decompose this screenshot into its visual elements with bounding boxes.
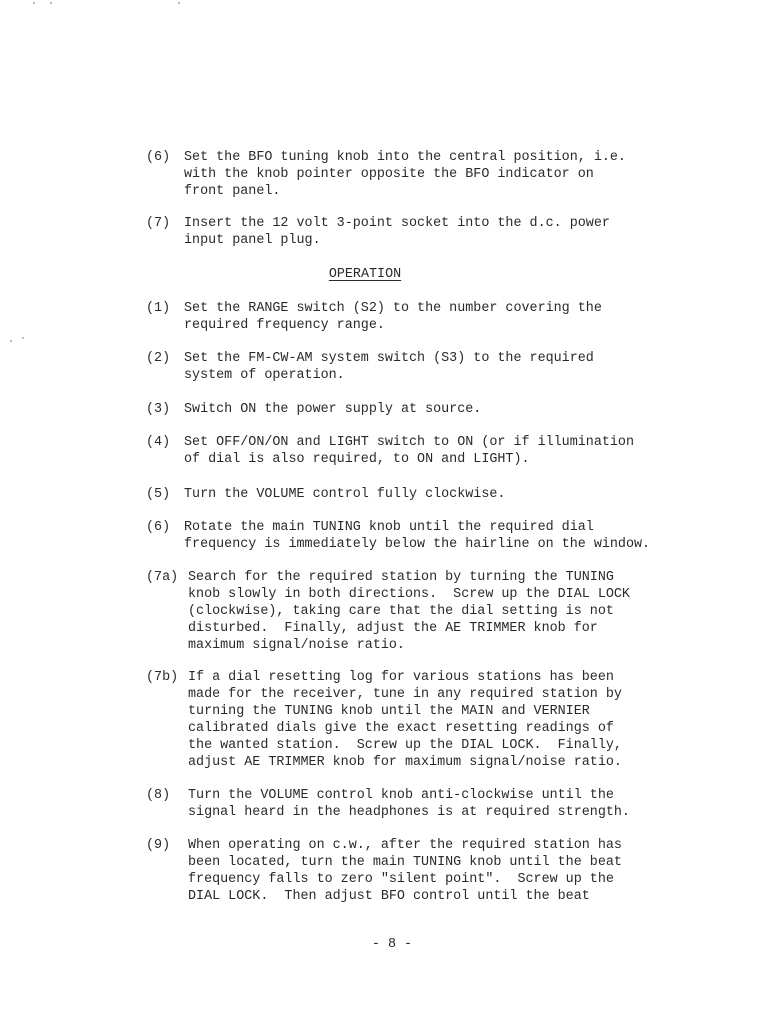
step-number: (9) xyxy=(146,838,171,853)
step-text xyxy=(188,787,630,821)
step-text xyxy=(184,434,634,468)
page-number: - 8 - xyxy=(371,937,413,952)
step-line: system of operation. xyxy=(184,368,345,383)
scan-speck xyxy=(50,2,52,4)
section-heading xyxy=(0,266,730,283)
step-number: (7b) xyxy=(146,670,179,685)
step-number: (6) xyxy=(146,520,171,535)
step-number: (6) xyxy=(146,150,171,165)
step-line: maximum signal/noise ratio. xyxy=(188,638,405,653)
step-line: (clockwise), taking care that the dial setting is not xyxy=(188,604,614,619)
step-number: (8) xyxy=(146,788,171,803)
step-line: required frequency range. xyxy=(184,318,385,333)
step-text xyxy=(184,215,610,249)
operation-step-6 xyxy=(146,519,650,553)
step-text xyxy=(184,486,505,503)
step-text xyxy=(188,569,630,654)
step-number: (3) xyxy=(146,402,171,417)
scan-speck xyxy=(178,2,180,4)
step-line: frequency falls to zero "silent point". Screw up the xyxy=(188,872,614,887)
step-text xyxy=(188,669,622,771)
step-line: Turn the VOLUME control fully clockwise. xyxy=(184,487,506,502)
step-number: (5) xyxy=(146,487,171,502)
operation-step-5 xyxy=(146,486,505,503)
step-number: (7a) xyxy=(146,570,179,585)
step-line: Switch ON the power supply at source. xyxy=(184,402,482,417)
step-line: adjust AE TRIMMER knob for maximum signal/noise ratio. xyxy=(188,755,622,770)
step-number: (7) xyxy=(146,216,171,231)
step-line: Set OFF/ON/ON and LIGHT switch to ON (or if illumination xyxy=(184,435,634,450)
step-number: (4) xyxy=(146,435,171,450)
step-line: When operating on c.w., after the required station has xyxy=(188,838,622,853)
step-line: frequency is immediately below the hairline on the window. xyxy=(184,537,651,552)
step-line: Set the FM-CW-AM system switch (S3) to the required xyxy=(184,351,594,366)
step-line: Turn the VOLUME control knob anti-clockwise until the xyxy=(188,788,614,803)
operation-step-8 xyxy=(146,787,630,821)
scan-speck xyxy=(10,340,12,342)
step-line: with the knob pointer opposite the BFO indicator on xyxy=(184,167,594,182)
step-line: Set the RANGE switch (S2) to the number covering the xyxy=(184,301,602,316)
step-number: (1) xyxy=(146,301,171,316)
step-line: DIAL LOCK. Then adjust BFO control until the beat xyxy=(188,889,590,904)
step-line: Rotate the main TUNING knob until the required dial xyxy=(184,520,594,535)
operation-step-4 xyxy=(146,434,634,468)
step-text xyxy=(184,350,594,384)
scan-speck xyxy=(22,337,24,339)
scan-speck xyxy=(33,2,35,4)
operation-heading: OPERATION xyxy=(328,267,402,282)
step-line: front panel. xyxy=(184,184,281,199)
step-line: signal heard in the headphones is at required strength. xyxy=(188,805,630,820)
step-line: made for the receiver, tune in any required station by xyxy=(188,687,622,702)
operation-step-7b xyxy=(146,669,622,771)
step-text xyxy=(184,519,650,553)
step-number: (2) xyxy=(146,351,171,366)
step-line: input panel plug. xyxy=(184,233,321,248)
step-text xyxy=(184,300,602,334)
step-line: disturbed. Finally, adjust the AE TRIMMER knob for xyxy=(188,621,598,636)
prelude-step-7 xyxy=(146,215,610,249)
step-line: been located, turn the main TUNING knob until the beat xyxy=(188,855,622,870)
step-line: turning the TUNING knob until the MAIN and VERNIER xyxy=(188,704,590,719)
operation-step-3 xyxy=(146,401,481,418)
step-line: Set the BFO tuning knob into the central position, i.e. xyxy=(184,150,626,165)
operation-step-2 xyxy=(146,350,594,384)
prelude-step-6 xyxy=(146,149,626,200)
step-line: calibrated dials give the exact resetting readings of xyxy=(188,721,614,736)
step-text xyxy=(184,401,481,418)
step-line: Insert the 12 volt 3-point socket into the d.c. power xyxy=(184,216,610,231)
step-line: Search for the required station by turning the TUNING xyxy=(188,570,614,585)
operation-step-7a xyxy=(146,569,630,654)
operation-step-1 xyxy=(146,300,602,334)
operation-step-9 xyxy=(146,837,622,905)
step-line: knob slowly in both directions. Screw up the DIAL LOCK xyxy=(188,587,630,602)
step-text xyxy=(188,837,622,905)
step-text xyxy=(184,149,626,200)
step-line: If a dial resetting log for various stations has been xyxy=(188,670,614,685)
step-line: of dial is also required, to ON and LIGHT). xyxy=(184,452,530,467)
step-line: the wanted station. Screw up the DIAL LOCK. Finally, xyxy=(188,738,622,753)
